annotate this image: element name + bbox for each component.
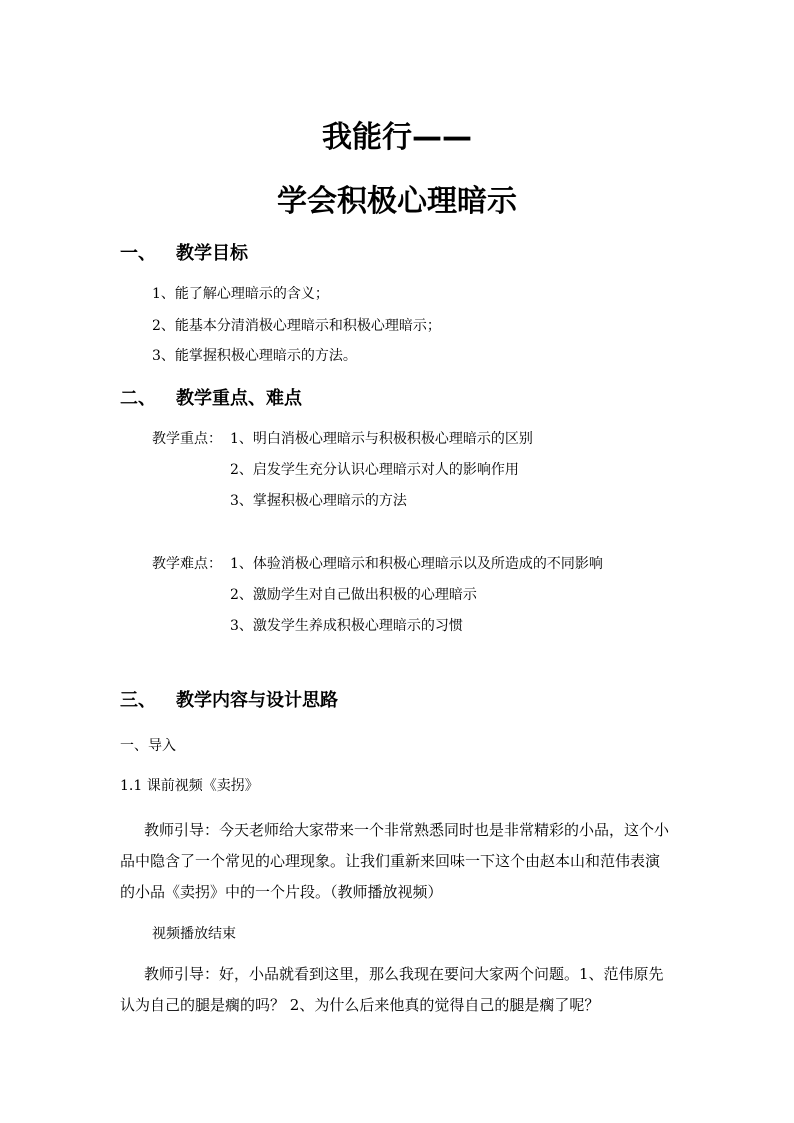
section1-item: 3、能掌握积极心理暗示的方法。 (152, 348, 357, 364)
section1-item: 2、能基本分清消极心理暗示和积极心理暗示； (152, 318, 441, 334)
sub-sub-heading: 1.1 课前视频《卖拐》 (120, 778, 259, 794)
key-point-item: 3、掌握积极心理暗示的方法 (230, 493, 407, 509)
section1-heading: 教学目标 (176, 243, 248, 264)
paragraph: 教师引导：好，小品就看到这里，那么我现在要问大家两个问题。1、范伟原先认为自己的腿是瘸的吗？ 2、为什么后来他真的觉得自己的腿是瘸了呢？ (120, 965, 664, 1014)
sub-heading: 一、导入 (120, 738, 176, 754)
section2-number: 二、 (120, 388, 156, 409)
section3-number: 三、 (120, 690, 156, 711)
key-points-label: 教学重点： (152, 431, 222, 447)
difficult-points-label: 教学难点： (152, 556, 222, 572)
section1-item: 1、能了解心理暗示的含义； (152, 286, 329, 302)
page-subtitle: 学会积极心理暗示 (277, 184, 517, 219)
key-point-item: 1、明白消极心理暗示与积极积极心理暗示的区别 (230, 431, 533, 447)
key-point-item: 2、启发学生充分认识心理暗示对人的影响作用 (230, 462, 519, 478)
paragraph: 视频播放结束 (152, 926, 236, 942)
section3-heading: 教学内容与设计思路 (176, 690, 338, 711)
difficult-point-item: 1、体验消极心理暗示和积极心理暗示以及所造成的不同影响 (230, 556, 603, 572)
paragraph: 教师引导：今天老师给大家带来一个非常熟悉同时也是非常精彩的小品，这个小品中隐含了一个常见的心理现象。让我们重新来回味一下这个由赵本山和范伟表演的小品《卖拐》中的一个片段。（教师播放视频） (120, 821, 670, 901)
section1-number: 一、 (120, 243, 156, 264)
page-title: 我能行—— (322, 120, 472, 155)
difficult-point-item: 2、激励学生对自己做出积极的心理暗示 (230, 587, 477, 603)
difficult-point-item: 3、激发学生养成积极心理暗示的习惯 (230, 618, 463, 634)
section2-heading: 教学重点、难点 (176, 388, 302, 409)
